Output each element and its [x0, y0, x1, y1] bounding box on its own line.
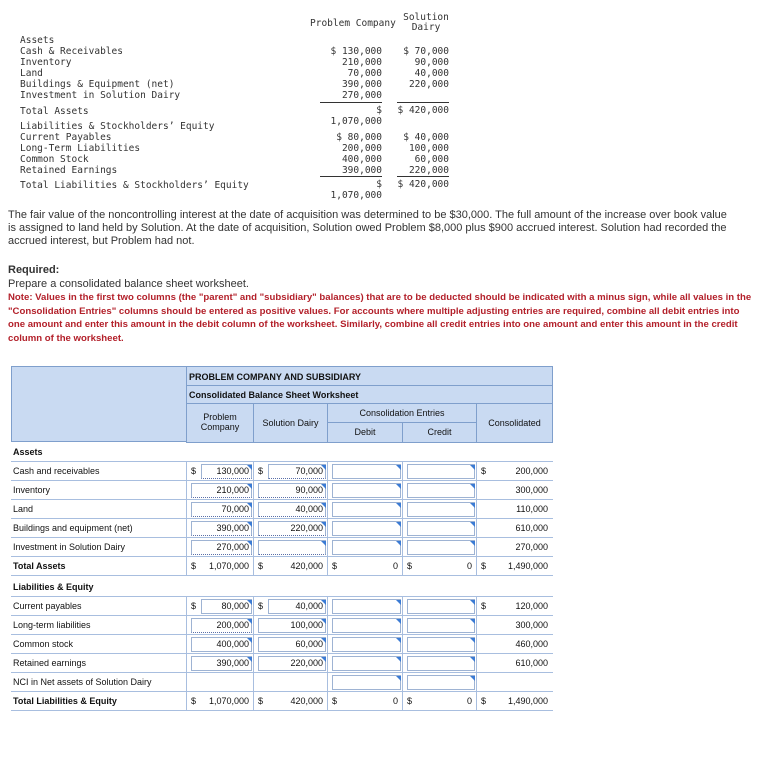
entry-input[interactable] — [407, 502, 475, 517]
cell-cr — [402, 673, 477, 691]
cell-c — [476, 462, 553, 480]
cell-value: 130,000 — [216, 466, 249, 476]
top-liab-heading: Liabilities & Stockholders’ Equity — [20, 121, 215, 132]
cell-p — [186, 654, 254, 672]
worksheet-subtitle: Consolidated Balance Sheet Worksheet — [189, 390, 359, 400]
cell-value: 200,000 — [216, 620, 249, 630]
cell-cr — [402, 500, 477, 518]
input-flag-icon — [470, 484, 475, 489]
top-liab-label: Retained Earnings — [20, 165, 118, 176]
cell-value: 420,000 — [290, 561, 323, 571]
cell-cr — [402, 635, 477, 653]
top-col-problem: Problem Company — [310, 18, 396, 29]
row-label: NCI in Net assets of Solution Dairy — [13, 677, 152, 687]
problem-paragraph: The fair value of the noncontrolling interest at the date of acquisition was determined to be $30,000. The full amount of the increase over book value is assigned to land held by Solution. At the date of acquisition, Solution owed Problem $8,000 plus $900 accrued interest. Solution had recorded the accrued interest, but Problem had not. — [8, 209, 727, 247]
cell-p — [186, 692, 254, 710]
top-liab-solution: $ 40,000 — [403, 132, 449, 143]
top-asset-problem: $ 130,000 — [330, 46, 382, 57]
cell-c — [476, 500, 553, 518]
required-label: Required: — [8, 264, 60, 276]
cell-value: 0 — [466, 696, 472, 706]
input-flag-icon — [470, 638, 475, 643]
cell-value: 1,070,000 — [208, 696, 249, 706]
cell-s — [253, 500, 328, 518]
top-total-liabs-label: Total Liabilities & Stockholders’ Equity — [20, 180, 249, 191]
entry-input[interactable] — [407, 618, 475, 633]
top-liab-label: Common Stock — [20, 154, 89, 165]
top-asset-label: Buildings & Equipment (net) — [20, 79, 175, 90]
top-asset-label: Cash & Receivables — [20, 46, 123, 57]
table-row — [11, 635, 553, 654]
cell-c — [476, 692, 553, 710]
dollar-sign: $ — [481, 696, 487, 706]
cell-value: 40,000 — [295, 601, 323, 611]
cell-value: 610,000 — [515, 523, 548, 533]
row-label: Liabilities & Equity — [13, 582, 94, 592]
cell-cr — [402, 597, 477, 615]
input-flag-icon — [396, 600, 401, 605]
cell-d — [327, 692, 403, 710]
row-label: Investment in Solution Dairy — [13, 542, 126, 552]
row-label: Current payables — [13, 601, 82, 611]
top-liab-label: Current Payables — [20, 132, 112, 143]
table-row — [11, 481, 553, 500]
cell-value: 0 — [466, 561, 472, 571]
row-label: Inventory — [13, 485, 51, 495]
input-flag-icon — [321, 541, 326, 546]
input-flag-icon — [396, 522, 401, 527]
dollar-sign: $ — [481, 466, 487, 476]
input-flag-icon — [470, 657, 475, 662]
cell-value: 0 — [392, 561, 398, 571]
entry-input[interactable] — [332, 656, 401, 671]
cell-value: 300,000 — [515, 620, 548, 630]
input-flag-icon — [470, 676, 475, 681]
input-flag-icon — [470, 503, 475, 508]
entry-input[interactable] — [407, 483, 475, 498]
entry-input[interactable] — [332, 675, 401, 690]
ws-col-debit: Debit — [354, 427, 376, 437]
cell-s — [253, 481, 328, 499]
dollar-sign: $ — [191, 561, 197, 571]
cell-c — [476, 616, 553, 634]
top-liab-problem: 200,000 — [341, 143, 382, 154]
cell-value: 610,000 — [515, 658, 548, 668]
cell-value: 1,490,000 — [507, 561, 548, 571]
ws-col-solution: Solution Dairy — [262, 418, 319, 428]
cell-s — [253, 519, 328, 537]
cell-d — [327, 462, 403, 480]
cell-d — [327, 500, 403, 518]
cell-d — [327, 557, 403, 575]
cell-value: 70,000 — [295, 466, 323, 476]
cell-value: 200,000 — [515, 466, 548, 476]
table-row — [11, 597, 553, 616]
table-row — [11, 673, 553, 692]
row-label: Total Assets — [13, 561, 66, 571]
top-liab-problem: 390,000 — [341, 165, 382, 176]
input-flag-icon — [396, 638, 401, 643]
dollar-sign: $ — [407, 696, 413, 706]
entry-input[interactable] — [332, 599, 401, 614]
cell-value: 270,000 — [515, 542, 548, 552]
cell-c — [476, 519, 553, 537]
cell-value: 110,000 — [516, 504, 548, 514]
cell-s — [253, 462, 328, 480]
entry-input[interactable] — [407, 521, 475, 536]
entry-input[interactable] — [407, 464, 475, 479]
entry-input[interactable] — [332, 540, 401, 555]
cell-d — [327, 519, 403, 537]
worksheet-title: PROBLEM COMPANY AND SUBSIDIARY — [189, 372, 362, 382]
top-asset-solution: 90,000 — [414, 57, 449, 68]
top-asset-problem: 270,000 — [341, 90, 382, 101]
cell-c — [476, 557, 553, 575]
cell-value: 60,000 — [295, 639, 323, 649]
ws-col-consolidated: Consolidated — [488, 418, 541, 428]
input-flag-icon — [470, 465, 475, 470]
dollar-sign: $ — [258, 696, 264, 706]
entry-input[interactable] — [332, 637, 401, 652]
top-col-solution: Solution Dairy — [403, 12, 449, 33]
cell-p — [186, 462, 254, 480]
cell-c — [476, 635, 553, 653]
entry-input[interactable] — [332, 483, 401, 498]
input-flag-icon — [470, 522, 475, 527]
cell-p — [186, 557, 254, 575]
dollar-sign: $ — [481, 561, 487, 571]
total-assets-row — [11, 557, 553, 576]
dollar-sign: $ — [258, 561, 264, 571]
input-flag-icon — [470, 600, 475, 605]
cell-s — [253, 538, 328, 556]
cell-value: 390,000 — [216, 523, 249, 533]
entry-input[interactable] — [332, 502, 401, 517]
top-asset-problem: 70,000 — [347, 68, 382, 79]
cell-p — [186, 538, 254, 556]
top-total-assets-label: Total Assets — [20, 106, 89, 117]
cell-value: 220,000 — [290, 523, 323, 533]
cell-s — [253, 654, 328, 672]
dollar-sign: $ — [258, 601, 264, 611]
cell-value: 300,000 — [515, 485, 548, 495]
dollar-sign: $ — [332, 696, 338, 706]
total-liabilities-row — [11, 692, 553, 711]
input-flag-icon — [470, 541, 475, 546]
top-asset-label: Inventory — [20, 57, 72, 68]
entry-input[interactable] — [407, 599, 475, 614]
ws-col-credit: Credit — [427, 427, 452, 437]
row-label: Cash and receivables — [13, 466, 100, 476]
row-label: Retained earnings — [13, 658, 87, 668]
top-total-liabs-p: $ 1,070,000 — [320, 176, 382, 201]
row-label: Long-term liabilities — [13, 620, 91, 630]
dollar-sign: $ — [481, 601, 487, 611]
table-row — [11, 519, 553, 538]
cell-p — [186, 519, 254, 537]
cell-s — [253, 692, 328, 710]
cell-cr — [402, 654, 477, 672]
cell-p — [186, 500, 254, 518]
top-liab-solution: 100,000 — [408, 143, 449, 154]
input-flag-icon — [396, 541, 401, 546]
row-label: Land — [13, 504, 34, 514]
entry-input[interactable] — [258, 540, 326, 555]
cell-value: 270,000 — [216, 542, 249, 552]
cell-c — [476, 654, 553, 672]
input-flag-icon — [396, 657, 401, 662]
cell-s — [253, 557, 328, 575]
table-row — [11, 616, 553, 635]
cell-p — [186, 673, 254, 691]
table-row — [11, 500, 553, 519]
top-asset-solution: $ 70,000 — [403, 46, 449, 57]
dollar-sign: $ — [407, 561, 413, 571]
cell-value: 40,000 — [295, 504, 323, 514]
table-row — [11, 462, 553, 481]
cell-value: 390,000 — [216, 658, 249, 668]
row-label: Common stock — [13, 639, 74, 649]
cell-c — [476, 597, 553, 615]
cell-d — [327, 616, 403, 634]
table-row — [11, 654, 553, 673]
cell-p — [186, 597, 254, 615]
cell-cr — [402, 692, 477, 710]
section-heading-liabilities — [11, 578, 553, 597]
entry-input[interactable] — [407, 637, 475, 652]
entry-input[interactable] — [407, 656, 475, 671]
cell-value: 80,000 — [221, 601, 249, 611]
dollar-sign: $ — [191, 696, 197, 706]
top-liab-problem: 400,000 — [341, 154, 382, 165]
top-asset-problem: 210,000 — [341, 57, 382, 68]
cell-s — [253, 635, 328, 653]
cell-value: 90,000 — [295, 485, 323, 495]
cell-cr — [402, 481, 477, 499]
cell-value: 70,000 — [221, 504, 249, 514]
cell-value: 100,000 — [290, 620, 323, 630]
cell-p — [186, 635, 254, 653]
cell-cr — [402, 616, 477, 634]
dollar-sign: $ — [191, 466, 197, 476]
cell-p — [186, 616, 254, 634]
cell-cr — [402, 462, 477, 480]
table-row — [11, 538, 553, 557]
entry-input[interactable] — [332, 618, 401, 633]
cell-c — [476, 481, 553, 499]
cell-value: 460,000 — [515, 639, 548, 649]
cell-d — [327, 481, 403, 499]
top-assets-heading: Assets — [20, 35, 55, 46]
cell-value: 210,000 — [216, 485, 249, 495]
cell-d — [327, 538, 403, 556]
cell-s — [253, 673, 328, 691]
cell-s — [253, 597, 328, 615]
top-liab-solution: 220,000 — [408, 165, 449, 176]
top-total-assets-s: $ 420,000 — [397, 102, 449, 116]
cell-value: 220,000 — [290, 658, 323, 668]
top-liab-problem: $ 80,000 — [336, 132, 382, 143]
cell-cr — [402, 519, 477, 537]
instruction-note: Note: Values in the first two columns (the "parent" and "subsidiary" balances) that are to be deducted should be indicated with a minus sign, while all values in the "Consolidation Entries" columns should be entered as positive values. For accounts where multiple adjusting entries are required, combine all debit entries into one amount and enter this amount in the debit column of the worksheet. Similarly, combine all credit entries into one amount and enter this amount in the credit column of the worksheet. — [8, 292, 752, 344]
cell-value: 0 — [392, 696, 398, 706]
row-label: Total Liabilities & Equity — [13, 696, 117, 706]
top-asset-problem: 390,000 — [341, 79, 382, 90]
cell-value: 400,000 — [216, 639, 249, 649]
cell-d — [327, 673, 403, 691]
section-heading-assets — [11, 443, 553, 462]
input-flag-icon — [396, 503, 401, 508]
ws-col-entries: Consolidation Entries — [359, 408, 445, 418]
cell-d — [327, 597, 403, 615]
cell-cr — [402, 557, 477, 575]
top-total-liabs-s: $ 420,000 — [397, 176, 449, 190]
cell-cr — [402, 538, 477, 556]
cell-value: 420,000 — [290, 696, 323, 706]
entry-input[interactable] — [407, 675, 475, 690]
cell-c — [476, 673, 553, 691]
cell-d — [327, 654, 403, 672]
row-label: Assets — [13, 447, 43, 457]
dollar-sign: $ — [258, 466, 264, 476]
dollar-sign: $ — [332, 561, 338, 571]
ws-col-problem: Problem Company — [200, 412, 240, 432]
entry-input[interactable] — [332, 464, 401, 479]
cell-value: 120,000 — [515, 601, 548, 611]
input-flag-icon — [396, 619, 401, 624]
cell-d — [327, 635, 403, 653]
cell-value: 1,490,000 — [507, 696, 548, 706]
top-total-assets-p: $ 1,070,000 — [320, 102, 382, 127]
row-label: Buildings and equipment (net) — [13, 523, 133, 533]
input-flag-icon — [396, 465, 401, 470]
required-text: Prepare a consolidated balance sheet worksheet. — [8, 278, 249, 290]
input-flag-icon — [396, 676, 401, 681]
top-asset-label: Land — [20, 68, 43, 79]
top-liab-label: Long-Term Liabilities — [20, 143, 141, 154]
entry-input[interactable] — [332, 521, 401, 536]
top-asset-solution: 220,000 — [408, 79, 449, 90]
top-asset-label: Investment in Solution Dairy — [20, 90, 181, 101]
top-asset-solution: 40,000 — [414, 68, 449, 79]
input-flag-icon — [396, 484, 401, 489]
input-flag-icon — [470, 619, 475, 624]
cell-value: 1,070,000 — [208, 561, 249, 571]
cell-c — [476, 538, 553, 556]
cell-s — [253, 616, 328, 634]
entry-input[interactable] — [407, 540, 475, 555]
cell-p — [186, 481, 254, 499]
dollar-sign: $ — [191, 601, 197, 611]
top-liab-solution: 60,000 — [414, 154, 449, 165]
